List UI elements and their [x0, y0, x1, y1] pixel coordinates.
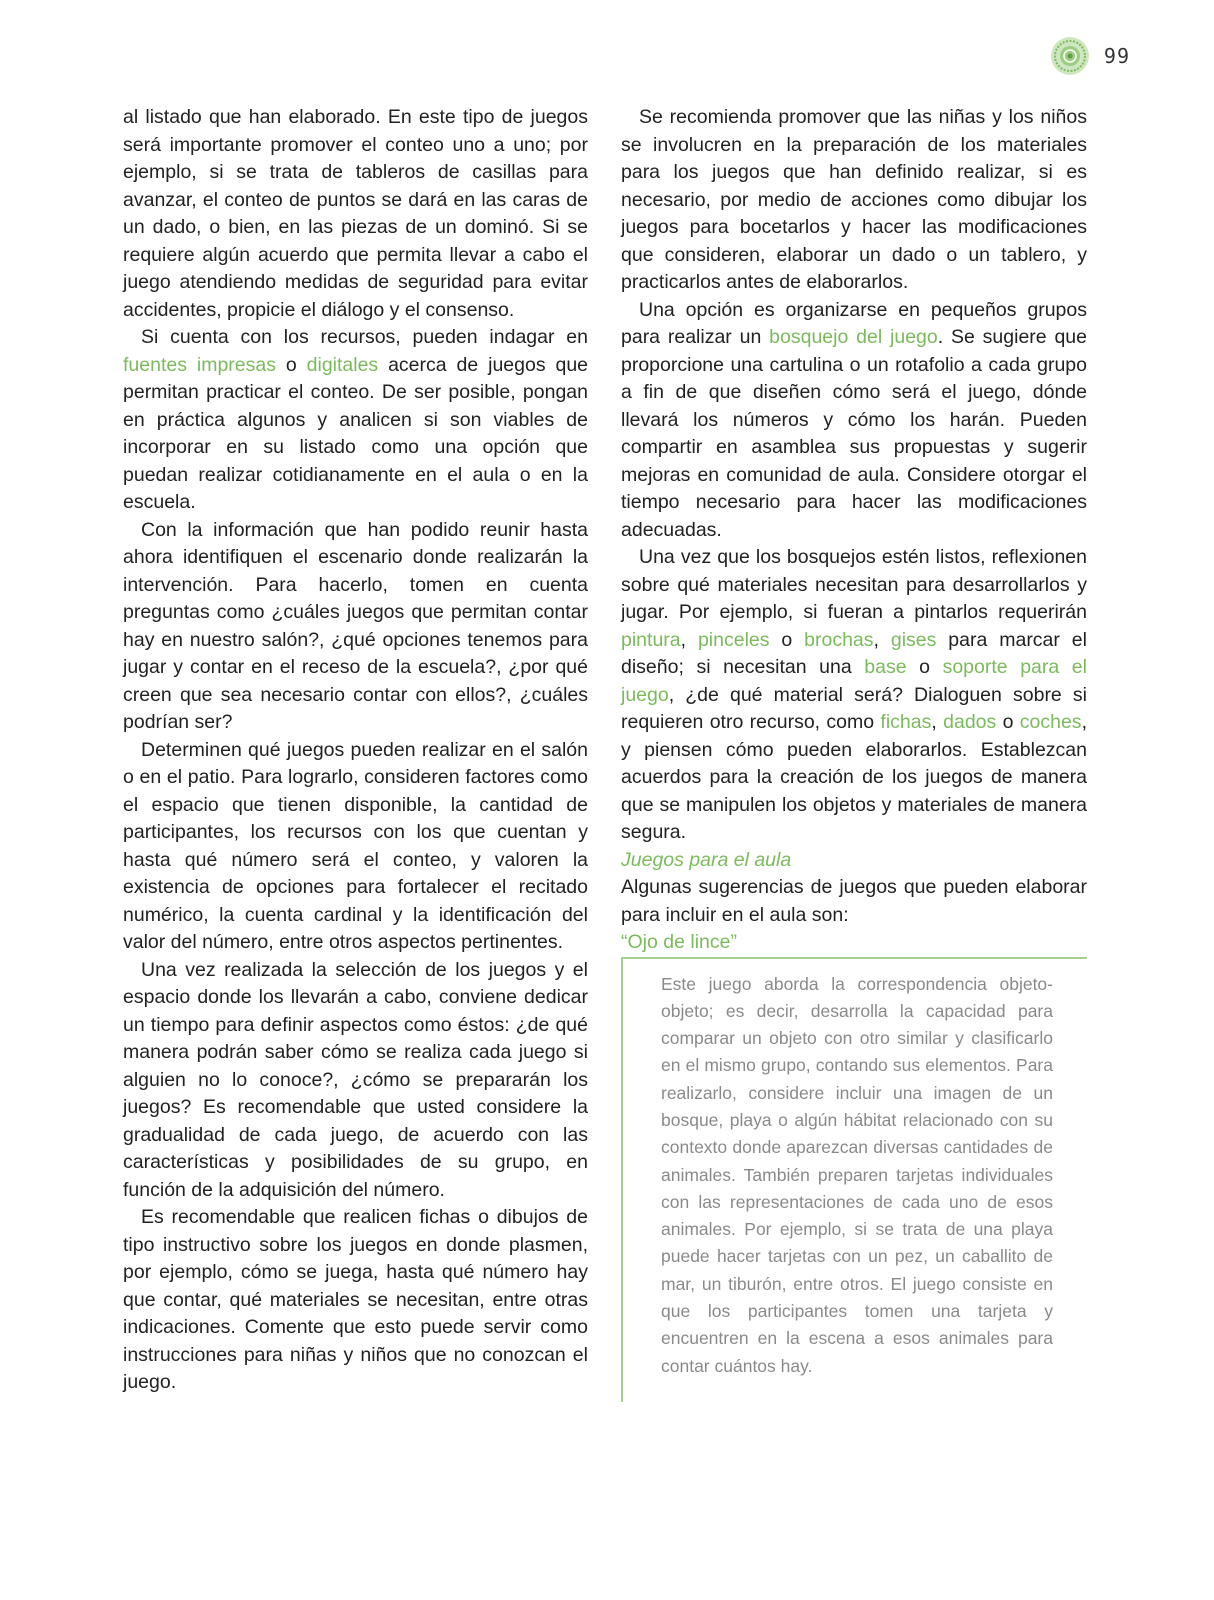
right-column — [621, 104, 1087, 1402]
page-header — [1050, 36, 1130, 76]
highlight-term: coches — [1019, 711, 1082, 733]
game-title: “Ojo de lince” — [621, 931, 737, 953]
highlight-term: fuentes impresas — [123, 353, 276, 376]
game-description: Este juego aborda la correspondencia objeto-objeto; es decir, desarrolla la capacidad para comparar un objeto con otro similar y clasificarlo en el mismo grupo, contando sus elementos. Para realizarlo, considere incluir una imagen de un bosque, playa o algún hábitat relacionado con su contexto donde aparezcan diversas cantidades de animales. También preparen tarjetas individuales con las representaciones de cada uno de esos animales. Por ejemplo, si se trata de una playa puede hacer tarjetas con un pez, un caballito de mar, un tiburón, entre otros. El juego consiste en que los participantes tomen una tarjeta y encuentren en la escena a esos animales para contar cuántos hay. — [661, 973, 1053, 1376]
highlight-term: bosquejo del juego — [769, 326, 938, 348]
paragraph: Se recomienda promover que las niñas y los niños se involucren en la preparación de los materiales para los juegos que han definido realizar, si es necesario, por medio de acciones como dibujar los juegos para bocetarlos y hacer las modificaciones que consideren, elaborar un dado o un tablero, y practicarlos antes de elaborarlos. — [621, 106, 1087, 293]
paragraph: Es recomendable que realicen fichas o dibujos de tipo instructivo sobre los juegos en donde plasmen, por ejemplo, cómo se juega, hasta qué número hay que contar, qué materiales se necesitan, entre otras indicaciones. Comente que esto puede servir como instrucciones para niñas y niños que no conozcan el juego. — [123, 1206, 588, 1393]
highlight-term: pintura — [621, 628, 681, 651]
paragraph: Una vez realizada la selección de los juegos y el espacio donde los llevarán a cabo, conviene dedicar un tiempo para definir aspectos como éstos: ¿de qué manera podrán saber cómo se realiza cada juego si alguien no lo conoce?, ¿cómo se prepararán los juegos? Es recomendable que usted considere la gradualidad de cada juego, de acuerdo con las características y posibilidades de su grupo, en función de la adquisición del número. — [123, 958, 588, 1201]
highlight-term: soporte para el juego — [621, 656, 1087, 706]
highlight-term: gises — [890, 628, 937, 651]
highlight-term: brochas — [804, 628, 874, 651]
paragraph: Una vez que los bosquejos estén listos, reflexionen sobre qué materiales necesitan para desarrollarlos y jugar. Por ejemplo, si fueran a pintarlos requerirán pintura, pinceles o brochas, gises para marcar el diseño; si necesitan una base o soporte para el juego, ¿de qué material será? Dialoguen sobre si requieren otro recurso, como fichas, dados o coches, y piensen cómo pueden elaborarlos. Establezcan acuerdos para la creación de los juegos de manera que se manipulen los objetos y materiales de manera segura. — [621, 546, 1087, 843]
highlight-term: digitales — [306, 353, 379, 376]
highlight-term: fichas — [880, 711, 932, 733]
highlight-term: dados — [943, 711, 997, 733]
paragraph: Determinen qué juegos pueden realizar en el salón o en el patio. Para lograrlo, consideren factores como el espacio que tienen disponible, la cantidad de participantes, los recursos con los que cuentan y hasta qué número será el conteo, y valoren la existencia de opciones para fortalecer el recitado numérico, la cuenta cardinal y la identificación del valor del número, entre otros aspectos pertinentes. — [123, 738, 588, 953]
game-description-box — [621, 957, 1087, 1402]
highlight-term: base — [864, 656, 907, 678]
paragraph: Con la información que han podido reunir hasta ahora identifiquen el escenario donde realizarán la intervención. Para hacerlo, tomen en cuenta preguntas como ¿cuáles juegos que permitan contar hay en nuestro salón?, ¿qué opciones tenemos para jugar y contar en el receso de la escuela?, ¿por qué creen que sea necesario contar con ellos?, ¿cuáles podrían ser? — [123, 518, 588, 733]
green-mandala-icon — [1050, 36, 1090, 76]
page-number: 99 — [1103, 44, 1130, 68]
paragraph: Algunas sugerencias de juegos que pueden elaborar para incluir en el aula son: — [621, 876, 1087, 926]
paragraph: Una opción es organizarse en pequeños grupos para realizar un bosquejo del juego. Se sugiere que proporcione una cartulina o un rotafolio a cada grupo a fin de que diseñen cómo será el juego, dónde llevará los números y cómo los harán. Pueden compartir en asamblea sus propuestas y sugerir mejoras en comunidad de aula. Considere otorgar el tiempo necesario para hacer las modificaciones adecuadas. — [621, 298, 1087, 541]
highlight-term: pinceles — [697, 628, 770, 651]
section-subheading: Juegos para el aula — [621, 848, 792, 871]
paragraph: al listado que han elaborado. En este tipo de juegos será importante promover el conteo uno a uno; por ejemplo, si se trata de tableros de casillas para avanzar, el conteo de puntos se dará en las caras de un dado, o bien, en las piezas de un dominó. Si se requiere algún acuerdo que permita llevar a cabo el juego atendiendo medidas de seguridad para evitar accidentes, propicie el diálogo y el consenso. — [123, 106, 588, 321]
paragraph: Si cuenta con los recursos, pueden indagar en fuentes impresas o digitales acerca de juegos que permitan practicar el conteo. De ser posible, pongan en práctica algunos y analicen si son viables de incorporar en su listado como una opción que puedan realizar cotidianamente en el aula o en la escuela. — [123, 326, 589, 513]
left-column — [123, 104, 588, 1397]
